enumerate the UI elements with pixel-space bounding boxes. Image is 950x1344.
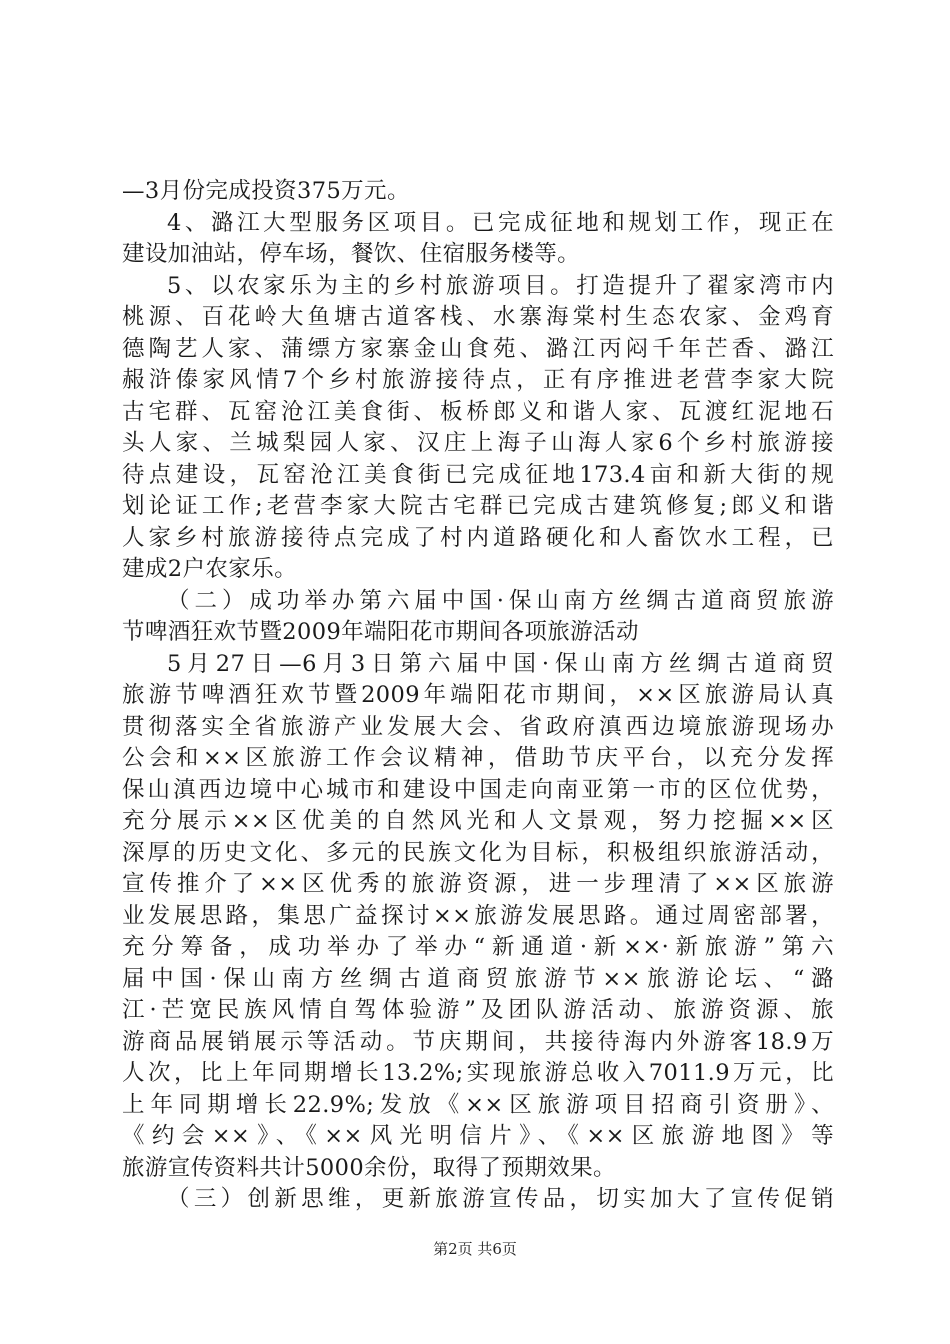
text-line: 旅游宣传资料共计5000余份，取得了预期效果。 xyxy=(122,1154,616,1181)
text-line: 4、潞江大型服务区项目。已完成征地和规划工作，现正在 xyxy=(167,209,834,236)
text-line: 旅游节啤酒狂欢节暨2009年端阳花市期间，××区旅游局认真 xyxy=(122,682,834,708)
text-line: 贯彻落实全省旅游产业发展大会、省政府滇西边境旅游现场办 xyxy=(122,713,834,740)
text-line: 游商品展销展示等活动。节庆期间，共接待海内外游客18.9万 xyxy=(122,1028,834,1055)
text-line: 充分筹备，成功举办了举办“新通道·新××·新旅游”第六 xyxy=(122,934,834,960)
text-line: 5月27日—6月3日第六届中国·保山南方丝绸古道商贸 xyxy=(167,650,834,677)
text-line: 头人家、兰城梨园人家、汉庄上海子山海人家6个乡村旅游接 xyxy=(122,430,834,456)
text-line: 上年同期增长22.9%;发放《××区旅游项目招商引资册》、 xyxy=(122,1091,834,1118)
text-line: 人家乡村旅游接待点完成了村内道路硬化和人畜饮水工程，已 xyxy=(122,524,834,551)
text-line: 人次，比上年同期增长13.2%;实现旅游总收入7011.9万元，比 xyxy=(122,1060,834,1086)
text-line: （二）成功举办第六届中国·保山南方丝绸古道商贸旅游 xyxy=(167,587,834,614)
text-line: 桃源、百花岭大鱼塘古道客栈、水寨海棠村生态农家、金鸡育 xyxy=(122,304,834,330)
text-line: 业发展思路，集思广益探讨××旅游发展思路。通过周密部署， xyxy=(122,902,834,929)
text-line: 《约会××》、《××风光明信片》、《××区旅游地图》等 xyxy=(122,1123,834,1149)
text-line: 建成2户农家乐。 xyxy=(122,556,298,582)
page-footer: 第2页 共6页 xyxy=(433,1240,517,1258)
text-line: 充分展示××区优美的自然风光和人文景观，努力挖掘××区 xyxy=(122,808,834,834)
text-line: 江·芒宽民族风情自驾体验游”及团队游活动、旅游资源、旅 xyxy=(122,997,834,1023)
body-text xyxy=(122,176,834,1216)
text-line: 公会和××区旅游工作会议精神，借助节庆平台，以充分发挥 xyxy=(122,745,834,771)
text-line: 届中国·保山南方丝绸古道商贸旅游节××旅游论坛、“潞 xyxy=(122,965,834,992)
text-line: 赧浒傣家风情7个乡村旅游接待点，正有序推进老营李家大院 xyxy=(122,367,834,393)
text-line: 古宅群、瓦窑沧江美食街、板桥郎义和谐人家、瓦渡红泥地石 xyxy=(122,398,834,425)
text-line: 节啤酒狂欢节暨2009年端阳花市期间各项旅游活动 xyxy=(122,619,639,645)
text-line: 德陶艺人家、蒲缥方家寨金山食苑、潞江丙闷千年芒香、潞江 xyxy=(122,335,834,362)
text-line: 建设加油站，停车场，餐饮、住宿服务楼等。 xyxy=(122,241,581,267)
text-line: 保山滇西边境中心城市和建设中国走向南亚第一市的区位优势， xyxy=(122,776,834,803)
text-line: 宣传推介了××区优秀的旅游资源，进一步理清了××区旅游 xyxy=(122,871,834,897)
text-line: （三）创新思维，更新旅游宣传品，切实加大了宣传促销 xyxy=(167,1186,834,1212)
text-line: 5、以农家乐为主的乡村旅游项目。打造提升了翟家湾市内 xyxy=(167,272,834,299)
text-line: —3月份完成投资375万元。 xyxy=(122,178,410,204)
text-line: 待点建设，瓦窑沧江美食街已完成征地173.4亩和新大街的规 xyxy=(122,461,834,488)
text-line: 深厚的历史文化、多元的民族文化为目标，积极组织旅游活动， xyxy=(122,839,834,866)
text-line: 划论证工作;老营李家大院古宅群已完成古建筑修复;郎义和谐 xyxy=(122,493,834,519)
